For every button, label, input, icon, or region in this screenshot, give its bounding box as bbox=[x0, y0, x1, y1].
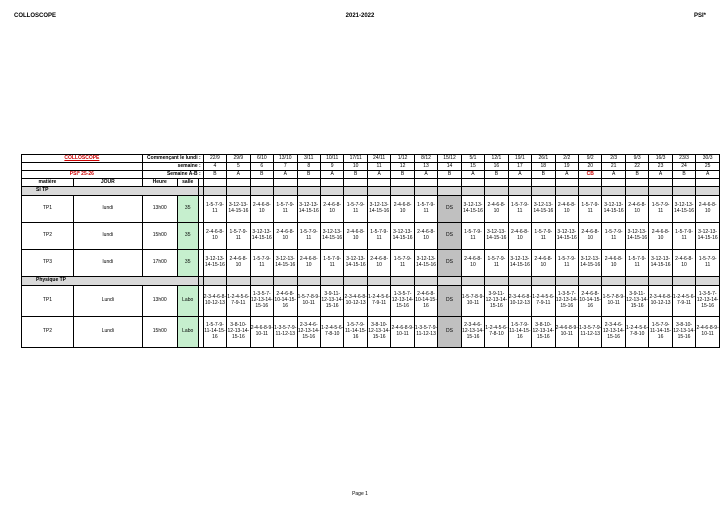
section-fill bbox=[344, 187, 367, 196]
group-cell: 1-5-7-9-11 bbox=[414, 196, 437, 223]
group-cell: 1-2-4-5-6-7-8-10 bbox=[625, 317, 648, 348]
group-cell: 1-5-7-9-11 bbox=[672, 223, 695, 250]
ab-cell-13: B bbox=[485, 171, 508, 179]
day-cell: lundi bbox=[73, 196, 142, 223]
week-cell-12: 15 bbox=[461, 163, 484, 171]
group-cell: 2-4-6-8-10 bbox=[602, 250, 625, 277]
blank-cell bbox=[22, 163, 143, 171]
group-cell: 3-8-10-12-13-14-15-16 bbox=[367, 317, 390, 348]
slot-row bbox=[22, 317, 720, 348]
group-cell: 1-5-7-9-11 bbox=[391, 250, 414, 277]
group-cell: 3-12-13-14-15-16 bbox=[320, 223, 343, 250]
header-blank-20 bbox=[649, 179, 672, 187]
date-cell-21: 23/3 bbox=[672, 155, 695, 163]
header-blank-17 bbox=[579, 179, 602, 187]
group-cell: 3-12-13-14-15-16 bbox=[297, 196, 320, 223]
group-cell: 2-4-6-8-10 bbox=[414, 223, 437, 250]
group-cell: 2-4-6-8-9-10-11 bbox=[696, 317, 720, 348]
group-cell: 2-4-6-8-10 bbox=[250, 196, 273, 223]
week-cell-13: 16 bbox=[485, 163, 508, 171]
ab-cell-9: B bbox=[391, 171, 414, 179]
group-cell: 2-3-4-6-8-10-12-13 bbox=[649, 286, 672, 317]
subject-cell: TP2 bbox=[22, 317, 74, 348]
ab-cell-22: A bbox=[696, 171, 720, 179]
section-title: Physique TP bbox=[22, 277, 199, 286]
section-fill bbox=[461, 277, 484, 286]
section-fill bbox=[649, 277, 672, 286]
week-cell-9: 12 bbox=[391, 163, 414, 171]
section-fill bbox=[367, 187, 390, 196]
group-cell: 3-9-11-12-13-14-15-16 bbox=[320, 286, 343, 317]
commencant-label: Commençant le lundi : bbox=[142, 155, 203, 163]
group-cell: 2-3-4-6-12-13-14-15-16 bbox=[297, 317, 320, 348]
group-cell: 1-5-7-9-11-14-15-16 bbox=[203, 317, 226, 348]
header-blank-14 bbox=[508, 179, 531, 187]
group-cell: DS bbox=[438, 317, 461, 348]
group-cell: 3-8-10-12-13-14-15-16 bbox=[672, 317, 695, 348]
salle-header: salle bbox=[177, 179, 198, 187]
date-cell-18: 2/3 bbox=[602, 155, 625, 163]
slot-row bbox=[22, 196, 720, 223]
ab-cell-2: A bbox=[227, 171, 250, 179]
group-cell: 3-8-10-12-13-14-15-16 bbox=[532, 317, 555, 348]
week-cell-2: 5 bbox=[227, 163, 250, 171]
group-cell: 1-3-5-7-9-11-12-13 bbox=[414, 317, 437, 348]
day-cell: Lundi bbox=[73, 317, 142, 348]
week-cell-15: 18 bbox=[532, 163, 555, 171]
date-cell-6: 10/11 bbox=[320, 155, 343, 163]
week-cell-22: 25 bbox=[696, 163, 720, 171]
group-cell: 2-4-6-8-10 bbox=[320, 196, 343, 223]
subject-cell: TP1 bbox=[22, 196, 74, 223]
week-cell-3: 6 bbox=[250, 163, 273, 171]
ab-cell-6: A bbox=[320, 171, 343, 179]
section-fill bbox=[532, 187, 555, 196]
group-cell: 2-4-6-8-10 bbox=[532, 250, 555, 277]
section-fill bbox=[625, 277, 648, 286]
section-fill bbox=[274, 187, 297, 196]
group-cell: 1-5-7-9-11 bbox=[649, 196, 672, 223]
group-cell: 1-5-7-9-11 bbox=[274, 196, 297, 223]
ab-cell-1: B bbox=[203, 171, 226, 179]
group-cell: 3-9-11-12-13-14-15-16 bbox=[625, 286, 648, 317]
group-cell: 2-4-6-8-10 bbox=[344, 223, 367, 250]
semaine-ab-label: Semaine A-B : bbox=[142, 171, 203, 179]
section-fill bbox=[672, 187, 695, 196]
group-cell: 1-5-7-9-11 bbox=[250, 250, 273, 277]
slot-row bbox=[22, 223, 720, 250]
jour-header: JOUR bbox=[73, 179, 142, 187]
header-blank-10 bbox=[414, 179, 437, 187]
group-cell: 1-5-7-9-11-14-15-16 bbox=[508, 317, 531, 348]
group-cell: 2-4-6-8-10 bbox=[203, 223, 226, 250]
group-cell: 3-12-13-14-15-16 bbox=[602, 196, 625, 223]
ab-cell-18: A bbox=[602, 171, 625, 179]
group-cell: 2-4-6-8-10 bbox=[579, 223, 602, 250]
week-cell-16: 19 bbox=[555, 163, 578, 171]
section-fill bbox=[602, 187, 625, 196]
section-fill bbox=[485, 277, 508, 286]
group-cell: 1-5-7-9-11 bbox=[367, 223, 390, 250]
ab-cell-17: CB bbox=[579, 171, 602, 179]
header-blank-6 bbox=[320, 179, 343, 187]
group-cell: 3-12-13-14-15-16 bbox=[274, 250, 297, 277]
date-cell-22: 30/3 bbox=[696, 155, 720, 163]
group-cell: 2-4-6-8-10 bbox=[227, 250, 250, 277]
group-cell: 3-12-13-14-15-16 bbox=[203, 250, 226, 277]
week-cell-1: 4 bbox=[203, 163, 226, 171]
group-cell: 2-4-6-8-10 bbox=[297, 250, 320, 277]
header-blank-3 bbox=[250, 179, 273, 187]
ab-cell-7: B bbox=[344, 171, 367, 179]
section-fill bbox=[485, 187, 508, 196]
section-fill bbox=[508, 187, 531, 196]
date-cell-10: 8/12 bbox=[414, 155, 437, 163]
group-cell: 2-4-6-8-10 bbox=[672, 250, 695, 277]
ab-cell-8: A bbox=[367, 171, 390, 179]
group-cell: 1-5-7-9-11 bbox=[297, 223, 320, 250]
group-cell: 1-5-7-9-11 bbox=[485, 250, 508, 277]
group-cell: 2-3-4-6-12-13-14-15-16 bbox=[602, 317, 625, 348]
group-cell: 1-5-7-9-11 bbox=[696, 250, 720, 277]
group-cell: 3-12-13-14-15-16 bbox=[625, 223, 648, 250]
page-footer: Page 1 bbox=[352, 491, 368, 497]
group-cell: 2-4-6-8-10 bbox=[649, 223, 672, 250]
heure-header: Heure bbox=[142, 179, 177, 187]
hour-cell: 15h00 bbox=[142, 223, 177, 250]
group-cell: 1-5-7-9-11-14-15-16 bbox=[344, 317, 367, 348]
group-cell: 2-4-6-8-9-10-11 bbox=[555, 317, 578, 348]
group-cell: 2-4-6-8-10-14-15-16 bbox=[414, 286, 437, 317]
section-fill bbox=[320, 277, 343, 286]
week-cell-17: 20 bbox=[579, 163, 602, 171]
header-blank-11 bbox=[438, 179, 461, 187]
section-fill bbox=[438, 187, 461, 196]
group-cell: 1-3-5-7-9-11-12-13 bbox=[274, 317, 297, 348]
week-cell-6: 9 bbox=[320, 163, 343, 171]
ab-cell-15: B bbox=[532, 171, 555, 179]
week-cell-10: 13 bbox=[414, 163, 437, 171]
room-cell: 35 bbox=[177, 196, 198, 223]
section-fill bbox=[227, 277, 250, 286]
group-cell: 1-5-7-8-9-10-11 bbox=[297, 286, 320, 317]
section-fill bbox=[203, 187, 226, 196]
group-cell: 3-12-13-14-15-16 bbox=[250, 223, 273, 250]
section-fill bbox=[414, 277, 437, 286]
week-cell-8: 11 bbox=[367, 163, 390, 171]
section-fill bbox=[274, 277, 297, 286]
header-blank-13 bbox=[485, 179, 508, 187]
header-blank-18 bbox=[602, 179, 625, 187]
section-fill bbox=[625, 187, 648, 196]
section-fill bbox=[227, 187, 250, 196]
section-fill bbox=[438, 277, 461, 286]
date-cell-8: 24/11 bbox=[367, 155, 390, 163]
day-cell: lundi bbox=[73, 250, 142, 277]
group-cell: DS bbox=[438, 286, 461, 317]
group-cell: 3-12-13-14-15-16 bbox=[579, 250, 602, 277]
group-cell: 2-3-4-6-12-13-14-15-16 bbox=[461, 317, 484, 348]
section-row bbox=[22, 187, 720, 196]
group-cell: 1-2-4-5-6-7-9-11 bbox=[532, 286, 555, 317]
date-cell-4: 13/10 bbox=[274, 155, 297, 163]
ab-cell-11: B bbox=[438, 171, 461, 179]
hour-cell: 17h00 bbox=[142, 250, 177, 277]
group-cell: 2-4-6-8-10 bbox=[508, 223, 531, 250]
section-fill bbox=[508, 277, 531, 286]
room-cell: 35 bbox=[177, 223, 198, 250]
header-blank-8 bbox=[367, 179, 390, 187]
group-cell: 2-4-6-8-10-14-15-16 bbox=[579, 286, 602, 317]
date-cell-11: 15/12 bbox=[438, 155, 461, 163]
group-cell: 2-4-6-8-10 bbox=[625, 196, 648, 223]
section-fill bbox=[250, 277, 273, 286]
group-cell: 3-12-13-14-15-16 bbox=[555, 223, 578, 250]
section-fill bbox=[602, 277, 625, 286]
group-cell: 1-5-7-8-9-10-11 bbox=[602, 286, 625, 317]
date-cell-3: 6/10 bbox=[250, 155, 273, 163]
group-cell: 1-5-7-9-11 bbox=[625, 250, 648, 277]
colloscope-table bbox=[21, 154, 720, 348]
date-cell-20: 16/3 bbox=[649, 155, 672, 163]
group-cell: 1-5-7-9-11 bbox=[461, 223, 484, 250]
group-cell: 2-3-4-6-8-10-12-13 bbox=[508, 286, 531, 317]
group-cell: 1-3-5-7-12-13-14-15-16 bbox=[555, 286, 578, 317]
date-cell-15: 26/1 bbox=[532, 155, 555, 163]
week-cell-4: 7 bbox=[274, 163, 297, 171]
week-cell-5: 8 bbox=[297, 163, 320, 171]
group-cell: 1-5-7-9-11 bbox=[508, 196, 531, 223]
room-cell: Labo bbox=[177, 286, 198, 317]
week-cell-7: 10 bbox=[344, 163, 367, 171]
header-blank-5 bbox=[297, 179, 320, 187]
group-cell: 3-12-13-14-15-16 bbox=[508, 250, 531, 277]
group-cell: 1-2-4-5-6-7-9-11 bbox=[672, 286, 695, 317]
header-blank-21 bbox=[672, 179, 695, 187]
section-fill bbox=[391, 187, 414, 196]
date-cell-16: 2/2 bbox=[555, 155, 578, 163]
ab-cell-14: A bbox=[508, 171, 531, 179]
section-fill bbox=[672, 277, 695, 286]
group-cell: 1-5-7-8-9-10-11 bbox=[461, 286, 484, 317]
group-cell: 1-3-5-7-9-11-12-13 bbox=[579, 317, 602, 348]
group-cell: 2-3-4-6-8-10-12-13 bbox=[203, 286, 226, 317]
section-fill bbox=[297, 277, 320, 286]
header-blank-22 bbox=[696, 179, 720, 187]
ab-cell-20: A bbox=[649, 171, 672, 179]
header-blank-2 bbox=[227, 179, 250, 187]
section-fill bbox=[579, 277, 602, 286]
section-fill bbox=[250, 187, 273, 196]
header-year: 2021-2022 bbox=[345, 13, 375, 19]
section-fill bbox=[344, 277, 367, 286]
week-cell-21: 24 bbox=[672, 163, 695, 171]
header-blank-1 bbox=[203, 179, 226, 187]
ab-cell-19: B bbox=[625, 171, 648, 179]
group-cell: 1-3-5-7-12-13-14-15-16 bbox=[696, 286, 720, 317]
slot-row bbox=[22, 286, 720, 317]
header-class: PSI* bbox=[693, 13, 706, 19]
hour-cell: 15h00 bbox=[142, 317, 177, 348]
week-cell-19: 22 bbox=[625, 163, 648, 171]
date-cell-14: 19/1 bbox=[508, 155, 531, 163]
section-fill bbox=[555, 277, 578, 286]
hour-cell: 13h00 bbox=[142, 286, 177, 317]
semaine-label: semaine : bbox=[142, 163, 203, 171]
group-cell: 1-2-4-5-6-7-8-10 bbox=[320, 317, 343, 348]
group-cell: 2-4-6-8-10 bbox=[555, 196, 578, 223]
colloscope-title: COLLOSCOPE bbox=[22, 155, 143, 163]
group-cell: 2-4-6-8-10 bbox=[696, 196, 720, 223]
header-blank-16 bbox=[555, 179, 578, 187]
group-cell: 1-5-7-9-11 bbox=[344, 196, 367, 223]
section-fill bbox=[696, 187, 720, 196]
group-cell: 3-12-13-14-15-16 bbox=[649, 250, 672, 277]
header-blank-15 bbox=[532, 179, 555, 187]
column-headers-row bbox=[22, 179, 720, 187]
section-fill bbox=[391, 277, 414, 286]
day-cell: lundi bbox=[73, 223, 142, 250]
section-fill bbox=[367, 277, 390, 286]
group-cell: 1-5-7-9-11 bbox=[203, 196, 226, 223]
group-cell: 1-3-5-7-12-13-14-15-16 bbox=[391, 286, 414, 317]
group-cell: 2-4-6-8-10 bbox=[391, 196, 414, 223]
group-cell: 2-4-6-8-10 bbox=[367, 250, 390, 277]
group-cell: 2-4-6-8-10 bbox=[485, 196, 508, 223]
group-cell: 3-12-13-14-15-16 bbox=[227, 196, 250, 223]
group-cell: 1-2-4-5-6-7-9-11 bbox=[367, 286, 390, 317]
group-cell: 3-12-13-14-15-16 bbox=[391, 223, 414, 250]
ab-cell-4: A bbox=[274, 171, 297, 179]
group-cell: 3-9-11-12-13-14-15-16 bbox=[485, 286, 508, 317]
group-cell: 2-4-6-8-10-14-15-16 bbox=[274, 286, 297, 317]
section-fill bbox=[555, 187, 578, 196]
section-title: SI TP bbox=[22, 187, 199, 196]
section-fill bbox=[649, 187, 672, 196]
date-cell-1: 22/9 bbox=[203, 155, 226, 163]
group-cell: 2-4-6-8-9-10-11 bbox=[250, 317, 273, 348]
group-cell: 3-12-13-14-15-16 bbox=[672, 196, 695, 223]
section-fill bbox=[579, 187, 602, 196]
group-cell: 1-2-4-5-6-7-9-11 bbox=[227, 286, 250, 317]
group-cell: 3-12-13-14-15-16 bbox=[532, 196, 555, 223]
date-cell-5: 3/11 bbox=[297, 155, 320, 163]
group-cell: 3-12-13-14-15-16 bbox=[367, 196, 390, 223]
group-cell: 1-5-7-9-11 bbox=[579, 196, 602, 223]
subject-cell: TP3 bbox=[22, 250, 74, 277]
header-left: COLLOSCOPE bbox=[14, 13, 57, 19]
date-cell-13: 12/1 bbox=[485, 155, 508, 163]
section-fill bbox=[461, 187, 484, 196]
week-cell-11: 14 bbox=[438, 163, 461, 171]
ab-cell-5: B bbox=[297, 171, 320, 179]
ab-cell-3: B bbox=[250, 171, 273, 179]
day-cell: Lundi bbox=[73, 286, 142, 317]
group-cell: 1-5-7-9-11 bbox=[555, 250, 578, 277]
room-cell: Labo bbox=[177, 317, 198, 348]
header-blank-12 bbox=[461, 179, 484, 187]
date-cell-2: 29/9 bbox=[227, 155, 250, 163]
group-cell: 3-12-13-14-15-16 bbox=[485, 223, 508, 250]
ab-cell-16: A bbox=[555, 171, 578, 179]
group-cell: 1-5-7-9-11-14-15-16 bbox=[649, 317, 672, 348]
group-cell: DS bbox=[438, 196, 461, 223]
header-blank-7 bbox=[344, 179, 367, 187]
header-blank-9 bbox=[391, 179, 414, 187]
section-fill bbox=[297, 187, 320, 196]
section-fill bbox=[696, 277, 720, 286]
ab-row bbox=[22, 171, 720, 179]
section-fill bbox=[320, 187, 343, 196]
subject-cell: TP2 bbox=[22, 223, 74, 250]
dates-row bbox=[22, 155, 720, 163]
date-cell-9: 1/12 bbox=[391, 155, 414, 163]
section-row bbox=[22, 277, 720, 286]
section-fill bbox=[532, 277, 555, 286]
subject-cell: TP1 bbox=[22, 286, 74, 317]
group-cell: 3-12-13-14-15-16 bbox=[344, 250, 367, 277]
slot-row bbox=[22, 250, 720, 277]
date-cell-19: 9/3 bbox=[625, 155, 648, 163]
date-cell-17: 9/2 bbox=[579, 155, 602, 163]
section-fill bbox=[414, 187, 437, 196]
header-blank-4 bbox=[274, 179, 297, 187]
group-cell: 1-5-7-9-11 bbox=[602, 223, 625, 250]
group-cell: 1-2-4-5-6-7-8-10 bbox=[485, 317, 508, 348]
room-cell: 35 bbox=[177, 250, 198, 277]
week-cell-20: 23 bbox=[649, 163, 672, 171]
ab-cell-10: A bbox=[414, 171, 437, 179]
group-cell: 1-3-5-7-12-13-14-15-16 bbox=[250, 286, 273, 317]
group-cell: 3-12-13-14-15-16 bbox=[414, 250, 437, 277]
group-cell: 2-4-6-8-9-10-11 bbox=[391, 317, 414, 348]
group-cell: 3-12-13-14-15-16 bbox=[696, 223, 720, 250]
section-fill bbox=[203, 277, 226, 286]
group-cell: 2-4-6-8-10 bbox=[461, 250, 484, 277]
ab-cell-12: A bbox=[461, 171, 484, 179]
group-cell: 1-5-7-9-11 bbox=[532, 223, 555, 250]
ab-cell-21: B bbox=[672, 171, 695, 179]
group-cell: 1-5-7-9-11 bbox=[320, 250, 343, 277]
date-cell-12: 5/1 bbox=[461, 155, 484, 163]
week-cell-18: 21 bbox=[602, 163, 625, 171]
matiere-header: matière bbox=[22, 179, 74, 187]
group-cell: 3-8-10-12-13-14-15-16 bbox=[227, 317, 250, 348]
week-cell-14: 17 bbox=[508, 163, 531, 171]
date-cell-7: 17/11 bbox=[344, 155, 367, 163]
group-cell: DS bbox=[438, 250, 461, 277]
group-cell: 3-12-13-14-15-16 bbox=[461, 196, 484, 223]
class-label: PSI* 25-26 bbox=[22, 171, 143, 179]
hour-cell: 13h00 bbox=[142, 196, 177, 223]
weeks-row bbox=[22, 163, 720, 171]
group-cell: DS bbox=[438, 223, 461, 250]
group-cell: 2-4-6-8-10 bbox=[274, 223, 297, 250]
group-cell: 2-3-4-6-8-10-12-13 bbox=[344, 286, 367, 317]
header-blank-19 bbox=[625, 179, 648, 187]
group-cell: 1-5-7-9-11 bbox=[227, 223, 250, 250]
